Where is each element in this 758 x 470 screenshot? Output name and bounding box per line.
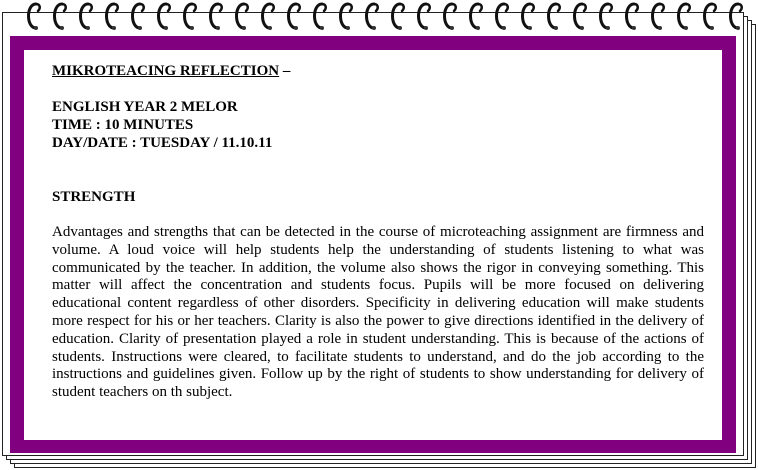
binding-ring-icon: [471, 4, 482, 30]
date-line: DAY/DATE : TUESDAY / 11.10.11: [52, 135, 273, 151]
body-paragraph: Advantages and strengths that can be detected in the course of microteaching assignment are firmness and volume. A loud voice will help students help the understanding of students listening to what was communicated by the teacher. In addition, the volume also shows the rigor in conveying something. This matter will affect the concentration and students focus. Pupils will be more focused on delivering educational content regardless of other disorders. Specificity in delivering education will make students more respect for his or her teachers. Clarity is also the power to give directions identified in the delivery of education. Clarity of presentation played a role in student understanding. This is because of the actions of students. Instructions were cleared, to facilitate students to understand, and do the job according to the instructions and guidelines given. Follow up by the right of students to show understanding for delivery of student teachers on th subject.: [52, 224, 704, 401]
binding-ring-icon: [133, 4, 144, 30]
binding-ring-icon: [549, 4, 560, 30]
binding-ring-icon: [705, 4, 716, 30]
binding-ring-icon: [107, 4, 118, 30]
binding-ring-icon: [341, 4, 352, 30]
section-heading: STRENGTH: [52, 189, 136, 205]
time-line: TIME : 10 MINUTES: [52, 117, 194, 133]
binding-ring-icon: [575, 4, 586, 30]
binding-ring-icon: [731, 4, 742, 30]
binding-ring-icon: [237, 4, 248, 30]
binding-ring-icon: [55, 4, 66, 30]
binding-ring-icon: [29, 4, 40, 30]
binding-ring-icon: [445, 4, 456, 30]
binding-ring-icon: [627, 4, 638, 30]
document-content: [52, 62, 704, 402]
binding-ring-icon: [211, 4, 222, 30]
class-line: ENGLISH YEAR 2 MELOR: [52, 99, 238, 115]
binding-ring-icon: [367, 4, 378, 30]
binding-ring-icon: [185, 4, 196, 30]
binding-ring-icon: [601, 4, 612, 30]
document-title: MIKROTEACING REFLECTION: [52, 63, 280, 79]
title-dash: –: [279, 63, 291, 79]
binding-ring-icon: [679, 4, 690, 30]
binding-ring-icon: [263, 4, 274, 30]
binding-ring-icon: [653, 4, 664, 30]
spiral-binding: [0, 0, 758, 34]
binding-ring-icon: [523, 4, 534, 30]
document-title-line: [52, 62, 704, 80]
binding-ring-icon: [419, 4, 430, 30]
binding-ring-icon: [289, 4, 300, 30]
binding-ring-icon: [497, 4, 508, 30]
binding-ring-icon: [159, 4, 170, 30]
binding-ring-icon: [393, 4, 404, 30]
binding-ring-icon: [315, 4, 326, 30]
binding-ring-icon: [81, 4, 92, 30]
